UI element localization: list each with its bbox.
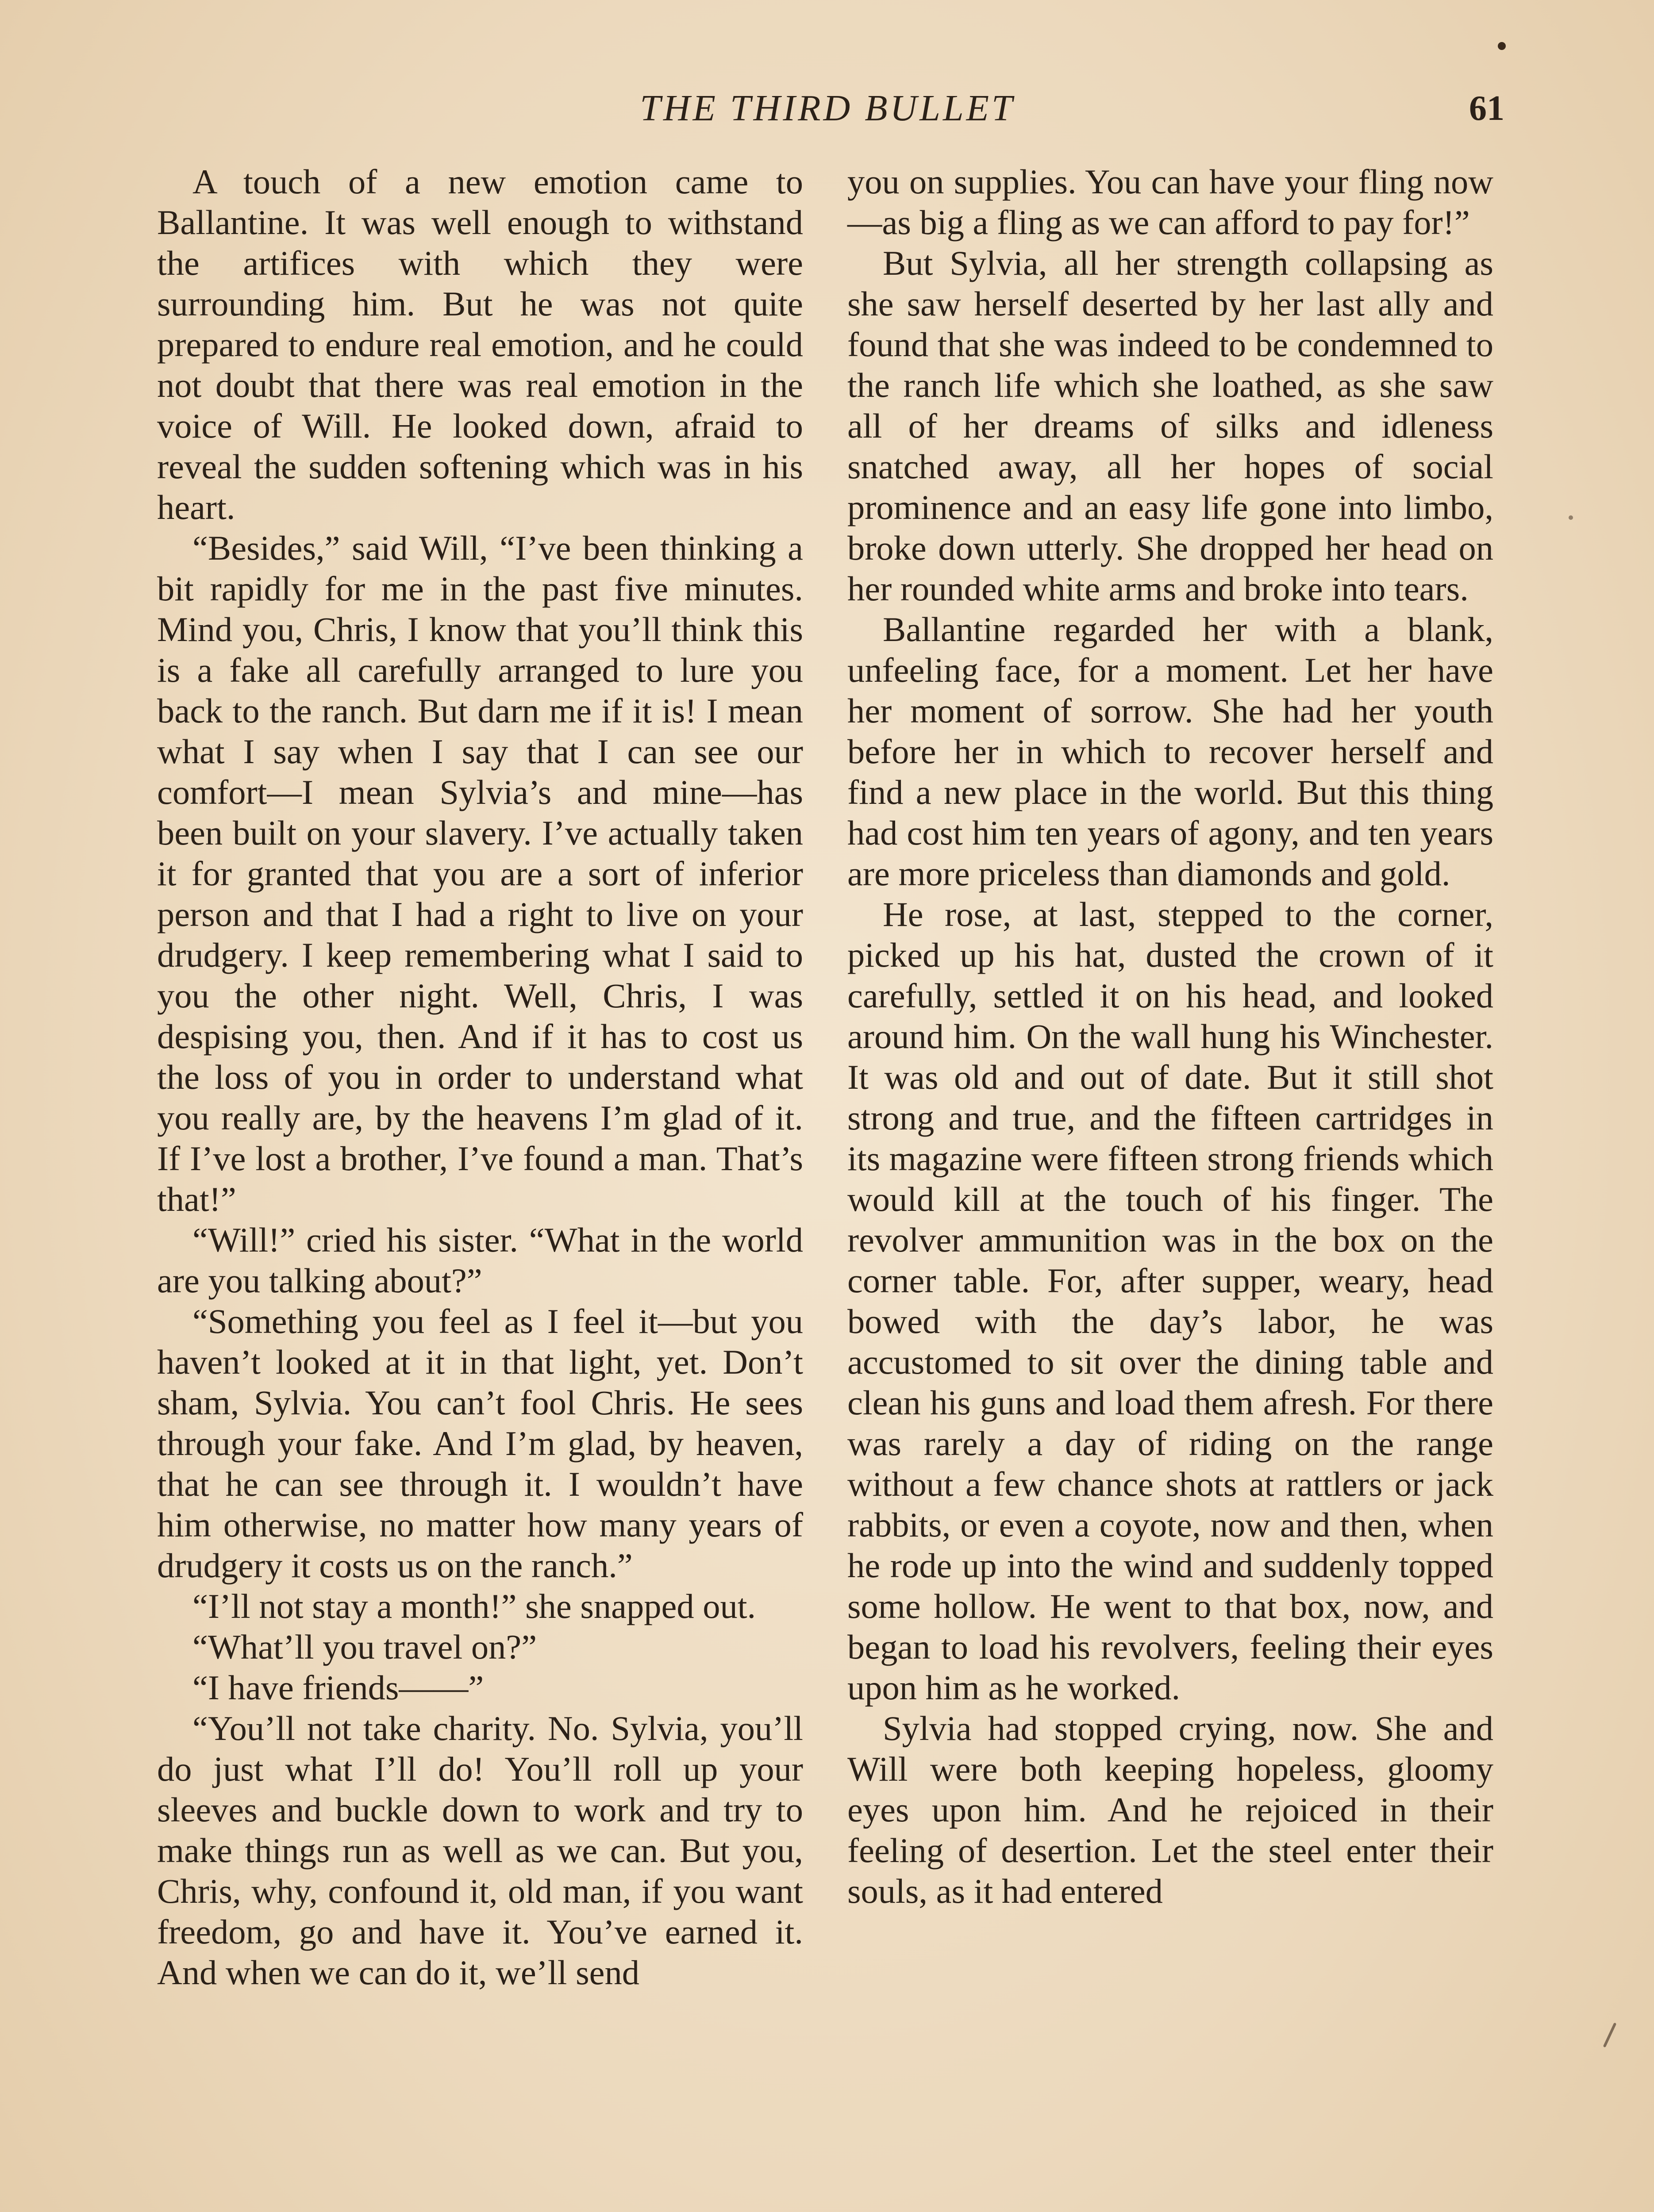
paragraph: He rose, at last, stepped to the corner, picked up his hat, dusted the crown of it carefully, settled it on his head, and looked around him. On the wall hung his Winchester. It was old and out of date. But it still shot strong and true, and the fifteen cartridges in its magazine were fifteen strong friends which would kill at the touch of his finger. The revolver ammunition was in the box on the corner table. For, after supper, weary, head bowed with the day’s labor, he was accustomed to sit over the dining table and clean his guns and load them afresh. For there was rarely a day of riding on the range without a few chance shots at rattlers or jack rabbits, or even a coyote, now and then, when he rode up into the wind and suddenly topped some hollow. He went to that box, now, and began to load his revolvers, feeling their eyes upon him as he worked. xyxy=(847,895,1493,1707)
text-column-right xyxy=(847,161,1493,1912)
paragraph: “You’ll not take charity. No. Sylvia, you’ll do just what I’ll do! You’ll roll up your sleeves and buckle down to work and try to make things run as well as we can. But you, Chris, why, confound it, old man, if you want freedom, go and have it. You’ve earned it. And when we can do it, we’ll send xyxy=(157,1709,803,1992)
paper-speck xyxy=(1603,2023,1617,2048)
paragraph: “Will!” cried his sister. “What in the world are you talking about?” xyxy=(157,1221,803,1300)
paragraph: But Sylvia, all her strength collapsing as she saw herself deserted by her last ally and found that she was indeed to be condemned to the ranch life which she loathed, as she saw all of her dreams of silks and idleness snatched away, all her hopes of social prominence and an easy life gone into limbo, broke down utterly. She dropped her head on her rounded white arms and broke into tears. xyxy=(847,244,1493,608)
paper-speck xyxy=(1498,42,1506,50)
paragraph: Sylvia had stopped crying, now. She and Will were both keeping hopeless, gloomy eyes upon him. And he rejoiced in their feeling of desertion. Let the steel enter their souls, as it had entered xyxy=(847,1709,1493,1910)
paragraph: you on supplies. You can have your fling now—as big a fling as we can afford to pay for!” xyxy=(847,162,1493,242)
page-number: 61 xyxy=(1469,89,1504,128)
text-column-left xyxy=(157,161,803,1993)
paragraph: “I’ll not stay a month!” she snapped out. xyxy=(192,1587,756,1625)
paragraph: “I have friends——” xyxy=(192,1668,484,1707)
paragraph: Ballantine regarded her with a blank, unfeeling face, for a moment. Let her have her moment of sorrow. She had her youth before her in which to recover herself and find a new place in the world. But this thing had cost him ten years of agony, and ten years are more priceless than diamonds and gold. xyxy=(847,610,1493,893)
paragraph: “Besides,” said Will, “I’ve been thinking a bit rapidly for me in the past five minutes. Mind you, Chris, I know that you’ll think this is a fake all carefully arranged to lure you back to the ranch. But darn me if it is! I mean what I say when I say that I can see our comfort—I mean Sylvia’s and mine—has been built on your slavery. I’ve actually taken it for granted that you are a sort of inferior person and that I had a right to live on your drudgery. I keep remembering what I said to you the other night. Well, Chris, I was despising you, then. And if it has to cost us the loss of you in order to understand what you really are, by the heavens I’m glad of it. If I’ve lost a brother, I’ve found a man. That’s that!” xyxy=(157,529,803,1218)
paragraph: “What’ll you travel on?” xyxy=(192,1628,537,1666)
running-header xyxy=(0,84,1654,133)
paper-speck xyxy=(1569,515,1573,520)
running-title: THE THIRD BULLET xyxy=(640,88,1015,129)
paragraph: “Something you feel as I feel it—but you haven’t looked at it in that light, yet. Don’t sham, Sylvia. You can’t fool Chris. He sees through your fake. And I’m glad, by heaven, that he can see through it. I wouldn’t have him otherwise, no matter how many years of drudgery it costs us on the ranch.” xyxy=(157,1302,803,1585)
paragraph: A touch of a new emotion came to Ballantine. It was well enough to withstand the artifices with which they were surrounding him. But he was not quite prepared to endure real emotion, and he could not doubt that there was real emotion in the voice of Will. He looked down, afraid to reveal the sudden softening which was in his heart. xyxy=(157,162,803,526)
